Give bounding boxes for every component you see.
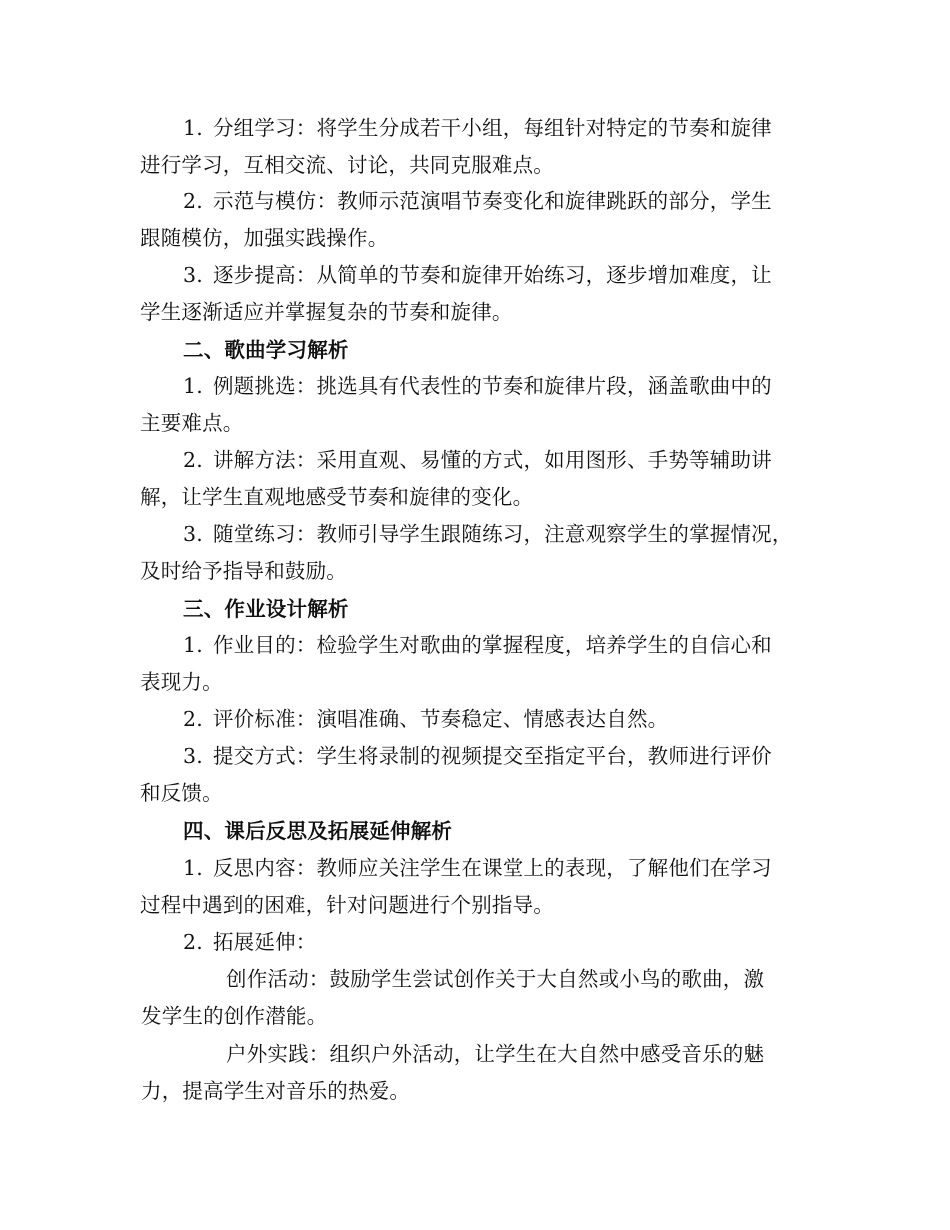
sub-item-line: 创作活动：鼓励学生尝试创作关于大自然或小鸟的歌曲，激 <box>226 967 765 991</box>
item-text: 随堂练习：教师引导学生跟随练习，注意观察学生的掌握情况， <box>212 522 793 546</box>
section-heading: 三、作业设计解析 <box>183 597 349 621</box>
list-item-continuation: 和反馈。 <box>140 781 223 805</box>
sub-item-continuation: 发学生的创作潜能。 <box>141 1004 328 1028</box>
list-item-continuation: 学生逐渐适应并掌握复杂的节奏和旋律。 <box>140 300 513 324</box>
list-item-continuation: 表现力。 <box>140 670 223 694</box>
list-item-continuation: 解，让学生直观地感受节奏和旋律的变化。 <box>140 485 534 509</box>
list-item-line <box>183 929 316 955</box>
item-number: 2. <box>183 930 203 954</box>
item-text: 分组学习：将学生分成若干小组，每组针对特定的节奏和旋律 <box>212 116 772 140</box>
list-item-line <box>183 188 772 214</box>
list-item-continuation: 进行学习，互相交流、讨论，共同克服难点。 <box>140 153 554 177</box>
list-item-continuation: 主要难点。 <box>140 411 244 435</box>
list-item-line <box>183 373 772 399</box>
item-text: 例题挑选：挑选具有代表性的节奏和旋律片段，涵盖歌曲中的 <box>212 374 772 398</box>
sub-item-line: 户外实践：组织户外活动，让学生在大自然中感受音乐的魅 <box>226 1042 765 1066</box>
section-heading: 四、课后反思及拓展延伸解析 <box>183 819 453 843</box>
list-item-line <box>183 521 793 547</box>
item-number: 1. <box>183 374 203 398</box>
list-item-line <box>183 743 772 769</box>
item-text: 讲解方法：采用直观、易懂的方式，如用图形、手势等辅助讲 <box>212 448 772 472</box>
item-text: 拓展延伸： <box>212 930 317 954</box>
item-text: 提交方式：学生将录制的视频提交至指定平台，教师进行评价 <box>212 744 772 768</box>
list-item-line <box>183 855 772 881</box>
item-text: 作业目的：检验学生对歌曲的掌握程度，培养学生的自信心和 <box>212 633 772 657</box>
list-item-continuation: 跟随模仿，加强实践操作。 <box>140 226 389 250</box>
item-text: 反思内容：教师应关注学生在课堂上的表现，了解他们在学习 <box>212 856 772 880</box>
list-item-line <box>183 262 772 288</box>
item-text: 逐步提高：从简单的节奏和旋律开始练习，逐步增加难度，让 <box>212 263 772 287</box>
list-item-line <box>183 447 772 473</box>
item-number: 1. <box>183 633 203 657</box>
item-text: 评价标准：演唱准确、节奏稳定、情感表达自然。 <box>212 707 669 731</box>
list-item-line <box>183 706 668 732</box>
section-heading: 二、歌曲学习解析 <box>183 338 349 362</box>
list-item-continuation: 及时给予指导和鼓励。 <box>140 559 347 583</box>
item-text: 示范与模仿：教师示范演唱节奏变化和旋律跳跃的部分，学生 <box>212 189 772 213</box>
item-number: 1. <box>183 856 203 880</box>
item-number: 1. <box>183 116 203 140</box>
list-item-continuation: 过程中遇到的困难，针对问题进行个别指导。 <box>140 893 554 917</box>
item-number: 2. <box>183 707 203 731</box>
list-item-line <box>183 632 772 658</box>
item-number: 2. <box>183 189 203 213</box>
item-number: 2. <box>183 448 203 472</box>
list-item-line <box>183 115 772 141</box>
item-number: 3. <box>183 263 203 287</box>
item-number: 3. <box>183 522 203 546</box>
sub-item-continuation: 力，提高学生对音乐的热爱。 <box>141 1079 411 1103</box>
item-number: 3. <box>183 744 203 768</box>
